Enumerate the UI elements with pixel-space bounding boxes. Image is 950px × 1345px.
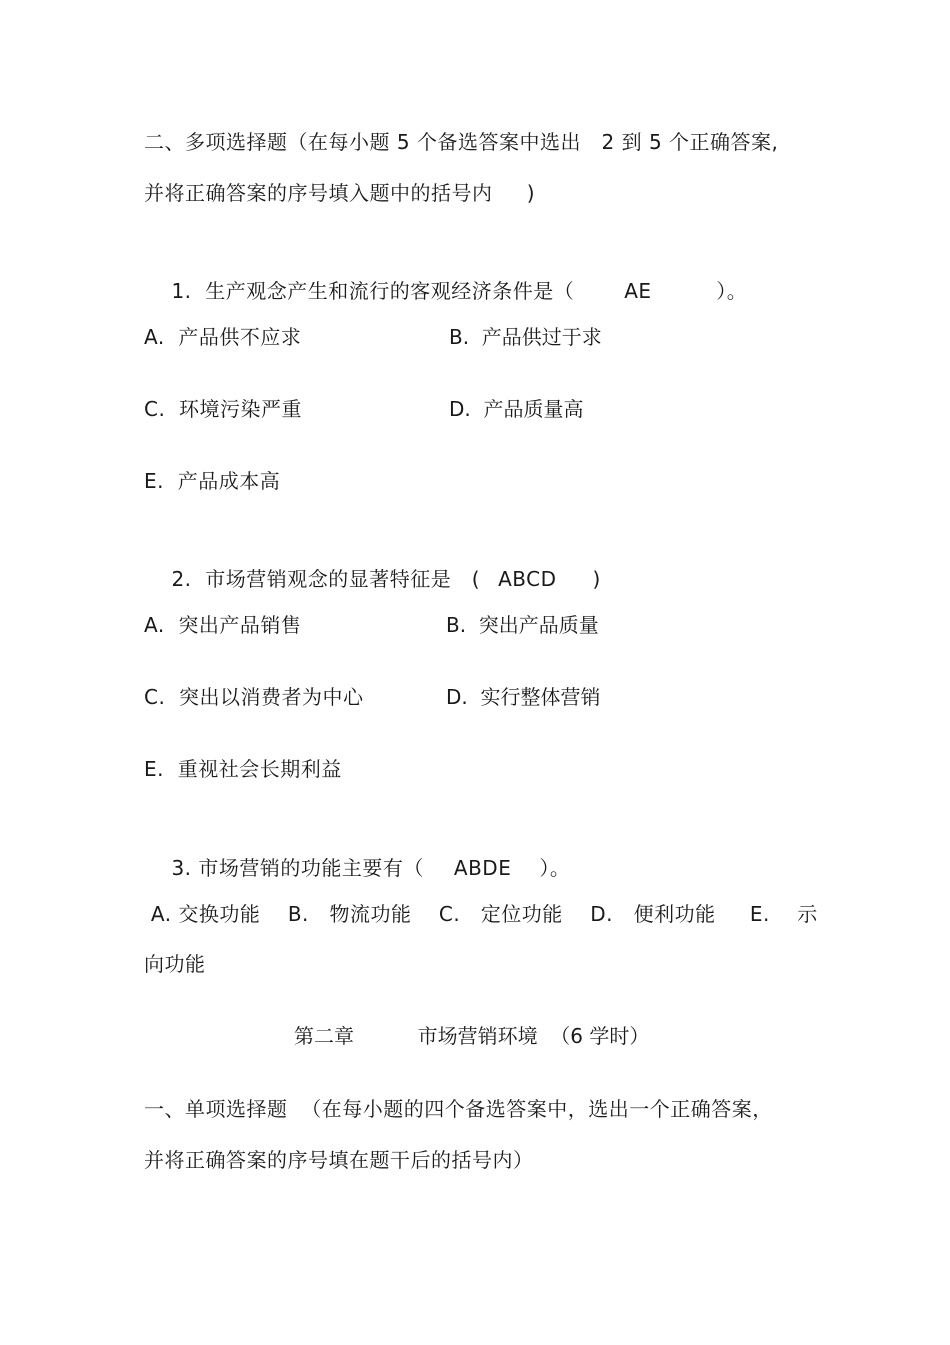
q3-options-line2: 向功能 (144, 952, 206, 976)
q1-option-b: B. 产品供过于求 (449, 325, 602, 349)
q2-option-c: C. 突出以消费者为中心 (144, 685, 364, 709)
single-choice-heading-line2: 并将正确答案的序号填在题干后的括号内） (144, 1148, 534, 1172)
question-3-stem: 3. 市场营销的功能主要有（ (171, 856, 424, 880)
multi-choice-heading-line1: 二、多项选择题（在每小题 5 个备选答案中选出 2 到 5 个正确答案, (144, 130, 779, 154)
question-1-answer: AE (624, 279, 652, 303)
single-choice-heading-line1: 一、单项选择题 （在每小题的四个备选答案中，选出一个正确答案， (144, 1097, 773, 1121)
q2-option-a: A. 突出产品销售 (144, 613, 302, 637)
q3-options-line1: A. 交换功能 B. 物流功能 C. 定位功能 D. 便利功能 E. 示 (144, 902, 818, 926)
chapter-2-title: 第二章 市场营销环境 （6 学时） (294, 1024, 650, 1048)
question-2 (144, 540, 601, 618)
q1-option-c: C. 环境污染严重 (144, 397, 303, 421)
q2-option-d: D. 实行整体营销 (446, 685, 601, 709)
question-2-answer: ABCD (498, 567, 557, 591)
question-2-stem: 2. 市场营销观念的显著特征是 ( (171, 567, 481, 591)
question-1-close: ）。 (716, 279, 748, 303)
q2-option-b: B. 突出产品质量 (446, 613, 599, 637)
q2-option-e: E. 重视社会长期利益 (144, 757, 342, 781)
question-3-close: ）。 (539, 856, 571, 880)
question-3-answer: ABDE (453, 856, 512, 880)
question-2-close: ) (592, 567, 601, 591)
question-1-stem: 1. 生产观念产生和流行的客观经济条件是（ (171, 279, 575, 303)
multi-choice-heading-line2: 并将正确答案的序号填入题中的括号内 ) (144, 181, 536, 205)
question-3 (144, 829, 570, 907)
q1-option-d: D. 产品质量高 (449, 397, 584, 421)
q1-option-e: E. 产品成本高 (144, 469, 281, 493)
question-1 (144, 252, 747, 330)
q1-option-a: A. 产品供不应求 (144, 325, 302, 349)
